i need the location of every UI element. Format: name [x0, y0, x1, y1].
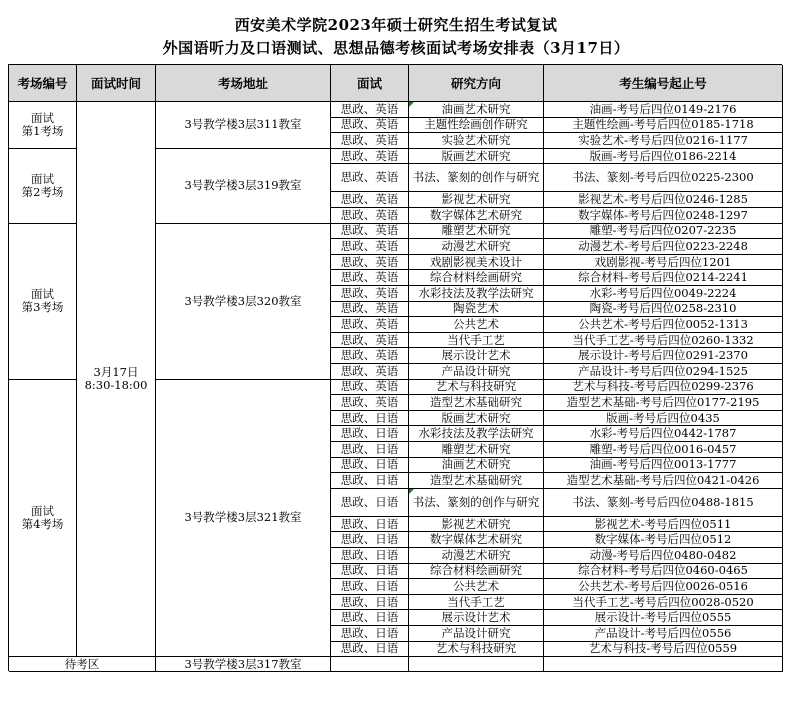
interview-type-cell[interactable]: 思政、英语 [331, 364, 409, 380]
research-direction-cell[interactable]: 版画艺术研究 [409, 411, 544, 427]
candidate-range-cell[interactable]: 当代手工艺-考号后四位0028-0520 [544, 595, 783, 611]
header-research-direction[interactable]: 研究方向 [409, 65, 544, 102]
waiting-area-address[interactable]: 3号教学楼3层317教室 [156, 657, 331, 672]
research-direction-cell[interactable]: 造型艺术基础研究 [409, 473, 544, 489]
research-direction-cell[interactable]: 油画艺术研究 [409, 458, 544, 474]
research-direction-cell[interactable]: 展示设计艺术 [409, 610, 544, 626]
interview-type-cell[interactable]: 思政、英语 [331, 208, 409, 224]
research-direction-cell[interactable]: 动漫艺术研究 [409, 239, 544, 255]
interview-type-cell[interactable]: 思政、英语 [331, 118, 409, 134]
interview-type-cell[interactable]: 思政、英语 [331, 102, 409, 118]
interview-type-cell[interactable]: 思政、英语 [331, 192, 409, 208]
interview-hours: 8:30-18:00 [84, 378, 148, 393]
interview-type-cell[interactable]: 思政、日语 [331, 489, 409, 517]
interview-type-cell[interactable]: 思政、英语 [331, 333, 409, 349]
candidate-range-cell[interactable]: 版画-考号后四位0186-2214 [544, 149, 783, 165]
candidate-range-cell[interactable]: 版画-考号后四位0435 [544, 411, 783, 427]
research-direction-cell[interactable]: 主题性绘画创作研究 [409, 118, 544, 134]
room-number-cell[interactable] [9, 149, 77, 224]
interview-type-cell[interactable]: 思政、英语 [331, 149, 409, 165]
cell-comment-marker-icon [409, 102, 414, 107]
interview-type-cell[interactable]: 思政、日语 [331, 626, 409, 642]
research-direction-cell[interactable]: 数字媒体艺术研究 [409, 208, 544, 224]
room-number-line1: 面试 [31, 287, 54, 302]
room-number-line2: 第1考场 [21, 123, 64, 138]
interview-type-cell[interactable]: 思政、英语 [331, 380, 409, 396]
interview-type-cell[interactable]: 思政、日语 [331, 642, 409, 658]
room-number-line2: 第2考场 [21, 184, 64, 199]
header-interview-time[interactable]: 面试时间 [77, 65, 156, 102]
candidate-range-cell[interactable]: 当代手工艺-考号后四位0260-1332 [544, 333, 783, 349]
candidate-range-cell[interactable]: 造型艺术基础-考号后四位0177-2195 [544, 395, 783, 411]
interview-type-cell[interactable]: 思政、日语 [331, 532, 409, 548]
candidate-range-cell[interactable]: 公共艺术-考号后四位0052-1313 [544, 317, 783, 333]
candidate-range-cell[interactable]: 书法、篆刻-考号后四位0488-1815 [544, 489, 783, 517]
candidate-range-cell[interactable]: 书法、篆刻-考号后四位0225-2300 [544, 164, 783, 192]
table-title-line2: 外国语听力及口语测试、思想品德考核面试考场安排表（3月17日） [162, 39, 630, 57]
header-candidate-range[interactable]: 考生编号起止号 [544, 65, 783, 102]
cell-comment-marker-icon [409, 489, 414, 494]
candidate-range-cell[interactable]: 动漫艺术-考号后四位0223-2248 [544, 239, 783, 255]
header-interview-type[interactable]: 面试 [331, 65, 409, 102]
research-direction-cell[interactable]: 综合材料绘画研究 [409, 270, 544, 286]
research-direction-cell[interactable]: 当代手工艺 [409, 333, 544, 349]
candidate-range-cell[interactable]: 动漫-考号后四位0480-0482 [544, 548, 783, 564]
header-room-number[interactable]: 考场编号 [9, 65, 77, 102]
research-direction-cell[interactable]: 书法、篆刻的创作与研究 [409, 164, 544, 192]
research-direction-cell[interactable]: 水彩技法及教学法研究 [409, 286, 544, 302]
interview-type-cell[interactable]: 思政、英语 [331, 317, 409, 333]
interview-type-cell[interactable]: 思政、英语 [331, 239, 409, 255]
research-direction-cell[interactable]: 水彩技法及教学法研究 [409, 426, 544, 442]
candidate-range-cell[interactable]: 综合材料-考号后四位0460-0465 [544, 564, 783, 580]
candidate-range-cell[interactable]: 公共艺术-考号后四位0026-0516 [544, 579, 783, 595]
candidate-range-cell[interactable]: 数字媒体-考号后四位0512 [544, 532, 783, 548]
room-number-cell[interactable] [9, 102, 77, 149]
research-direction-cell[interactable]: 影视艺术研究 [409, 517, 544, 533]
candidate-range-cell[interactable]: 陶瓷-考号后四位0258-2310 [544, 302, 783, 318]
room-number-line1: 面试 [31, 503, 54, 518]
header-room-address[interactable]: 考场地址 [156, 65, 331, 102]
research-direction-cell[interactable]: 动漫艺术研究 [409, 548, 544, 564]
empty-cell[interactable] [409, 657, 544, 672]
research-direction-cell[interactable]: 版画艺术研究 [409, 149, 544, 165]
candidate-range-cell[interactable]: 水彩-考号后四位0049-2224 [544, 286, 783, 302]
research-direction-cell[interactable]: 影视艺术研究 [409, 192, 544, 208]
research-direction-cell[interactable]: 书法、篆刻的创作与研究 [409, 489, 544, 517]
candidate-range-cell[interactable]: 油画-考号后四位0149-2176 [544, 102, 783, 118]
candidate-range-cell[interactable]: 雕塑-考号后四位0207-2235 [544, 224, 783, 240]
room-number-cell[interactable] [9, 224, 77, 380]
schedule-table [8, 64, 782, 671]
interview-type-cell[interactable]: 思政、英语 [331, 286, 409, 302]
interview-type-cell[interactable]: 思政、英语 [331, 270, 409, 286]
room-number-line2: 第4考场 [21, 516, 64, 531]
interview-type-cell[interactable]: 思政、日语 [331, 564, 409, 580]
interview-type-cell[interactable]: 思政、英语 [331, 302, 409, 318]
candidate-range-cell[interactable]: 展示设计-考号后四位0291-2370 [544, 348, 783, 364]
candidate-range-cell[interactable]: 主题性绘画-考号后四位0185-1718 [544, 118, 783, 134]
candidate-range-cell[interactable]: 艺术与科技-考号后四位0559 [544, 642, 783, 658]
interview-type-cell[interactable]: 思政、英语 [331, 133, 409, 149]
candidate-range-cell[interactable]: 实验艺术-考号后四位0216-1177 [544, 133, 783, 149]
research-direction-cell[interactable]: 油画艺术研究 [409, 102, 544, 118]
research-direction-cell[interactable]: 公共艺术 [409, 317, 544, 333]
research-direction-cell[interactable]: 艺术与科技研究 [409, 642, 544, 658]
interview-type-cell[interactable]: 思政、日语 [331, 473, 409, 489]
candidate-range-cell[interactable]: 影视艺术-考号后四位0246-1285 [544, 192, 783, 208]
research-direction-cell[interactable]: 公共艺术 [409, 579, 544, 595]
table-title-line1: 西安美术学院2023年硕士研究生招生考试复试 [234, 16, 558, 34]
interview-type-cell[interactable]: 思政、英语 [331, 224, 409, 240]
empty-cell[interactable] [331, 657, 409, 672]
interview-type-cell[interactable]: 思政、日语 [331, 458, 409, 474]
candidate-range-cell[interactable]: 艺术与科技-考号后四位0299-2376 [544, 380, 783, 396]
interview-type-cell[interactable]: 思政、英语 [331, 164, 409, 192]
room-number-line1: 面试 [31, 110, 54, 125]
interview-type-cell[interactable]: 思政、日语 [331, 579, 409, 595]
research-direction-cell[interactable]: 造型艺术基础研究 [409, 395, 544, 411]
candidate-range-cell[interactable]: 综合材料-考号后四位0214-2241 [544, 270, 783, 286]
interview-time-cell[interactable] [77, 102, 156, 657]
interview-type-cell[interactable]: 思政、英语 [331, 395, 409, 411]
research-direction-cell[interactable]: 展示设计艺术 [409, 348, 544, 364]
candidate-range-cell[interactable]: 展示设计-考号后四位0555 [544, 610, 783, 626]
room-address-cell[interactable]: 3号教学楼3层319教室 [156, 149, 331, 224]
interview-type-cell[interactable]: 思政、日语 [331, 548, 409, 564]
candidate-range-cell[interactable]: 水彩-考号后四位0442-1787 [544, 426, 783, 442]
research-direction-cell[interactable]: 数字媒体艺术研究 [409, 532, 544, 548]
interview-type-cell[interactable]: 思政、日语 [331, 411, 409, 427]
interview-type-cell[interactable]: 思政、日语 [331, 426, 409, 442]
room-number-line2: 第3考场 [21, 300, 64, 315]
research-direction-cell[interactable]: 当代手工艺 [409, 595, 544, 611]
interview-type-cell[interactable]: 思政、英语 [331, 348, 409, 364]
research-direction-cell[interactable]: 陶瓷艺术 [409, 302, 544, 318]
research-direction-cell[interactable]: 艺术与科技研究 [409, 380, 544, 396]
candidate-range-cell[interactable]: 产品设计-考号后四位0294-1525 [544, 364, 783, 380]
research-direction-cell[interactable]: 产品设计研究 [409, 364, 544, 380]
candidate-range-cell[interactable]: 影视艺术-考号后四位0511 [544, 517, 783, 533]
room-number-line1: 面试 [31, 171, 54, 186]
research-direction-cell[interactable]: 实验艺术研究 [409, 133, 544, 149]
research-direction-cell[interactable]: 戏剧影视美术设计 [409, 255, 544, 271]
research-direction-cell[interactable]: 产品设计研究 [409, 626, 544, 642]
room-address-cell[interactable]: 3号教学楼3层320教室 [156, 224, 331, 380]
interview-type-cell[interactable]: 思政、日语 [331, 595, 409, 611]
research-direction-cell[interactable]: 综合材料绘画研究 [409, 564, 544, 580]
interview-type-cell[interactable]: 思政、日语 [331, 517, 409, 533]
candidate-range-cell[interactable]: 雕塑-考号后四位0016-0457 [544, 442, 783, 458]
waiting-area-label[interactable]: 待考区 [9, 657, 156, 672]
research-direction-cell[interactable]: 雕塑艺术研究 [409, 224, 544, 240]
candidate-range-cell[interactable]: 油画-考号后四位0013-1777 [544, 458, 783, 474]
candidate-range-cell[interactable]: 产品设计-考号后四位0556 [544, 626, 783, 642]
empty-cell[interactable] [544, 657, 783, 672]
candidate-range-cell[interactable]: 戏剧影视-考号后四位1201 [544, 255, 783, 271]
research-direction-cell[interactable]: 雕塑艺术研究 [409, 442, 544, 458]
room-address-cell[interactable]: 3号教学楼3层311教室 [156, 102, 331, 149]
interview-type-cell[interactable]: 思政、日语 [331, 610, 409, 626]
interview-date: 3月17日 [93, 365, 139, 380]
candidate-range-cell[interactable]: 数字媒体-考号后四位0248-1297 [544, 208, 783, 224]
room-address-cell[interactable]: 3号教学楼3层321教室 [156, 380, 331, 658]
room-number-cell[interactable] [9, 380, 77, 658]
interview-type-cell[interactable]: 思政、英语 [331, 255, 409, 271]
candidate-range-cell[interactable]: 造型艺术基础-考号后四位0421-0426 [544, 473, 783, 489]
interview-type-cell[interactable]: 思政、日语 [331, 442, 409, 458]
